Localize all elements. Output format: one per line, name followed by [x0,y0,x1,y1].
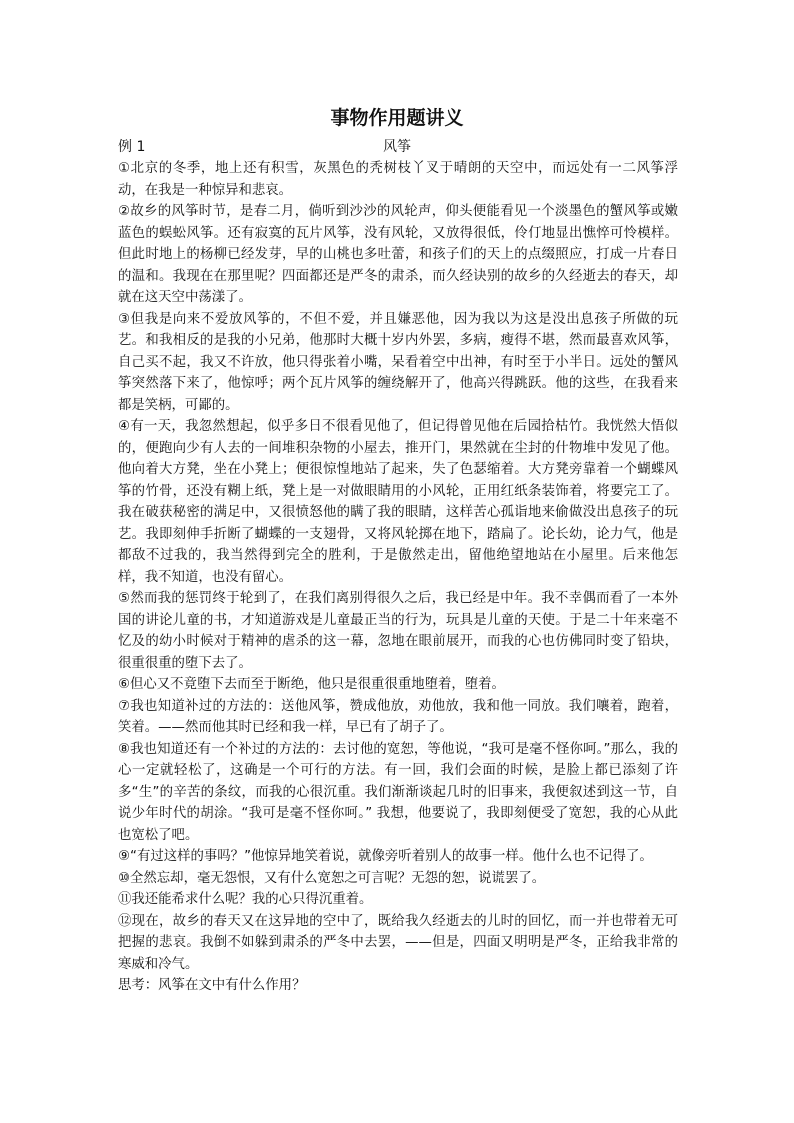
essay-title: 风筝 [383,139,411,155]
document-title: 事物作用题讲义 [330,107,464,129]
paragraph-8: ⑧我也知道还有一个补过的方法的：去讨他的宽恕，等他说，“我可是毫不怪你呵。”那么，我的心一定就轻松了，这确是一个可行的方法。有一回，我们会面的时候，是脸上都已添刻了许多“生”的辛苦的条纹，而我的心很沉重。我们渐渐谈起几时的旧事来，我便叙述到这一节，自说少年时代的胡涂。“我可是毫不怪你呵。” 我想，他要说了，我即刻便受了宽恕，我的心从此也宽松了吧。 [118,741,678,843]
paragraph-5: ⑤然而我的惩罚终于轮到了，在我们离别得很久之后，我已经是中年。我不幸偶而看了一本外国的讲论儿童的书，才知道游戏是儿童最正当的行为，玩具是儿童的天使。于是二十年来毫不忆及的幼小时候对于精神的虐杀的这一幕，忽地在眼前展开，而我的心也仿佛同时变了铅块，很重很重的堕下去了。 [118,591,678,671]
essay-body [118,158,678,997]
paragraph-7: ⑦我也知道补过的方法的：送他风筝，赞成他放，劝他放，我和他一同放。我们嚷着，跑着，笑着。——然而他其时已经和我一样，早已有了胡子了。 [118,698,678,735]
paragraph-4: ④有一天，我忽然想起，似乎多日不很看见他了，但记得曾见他在后园拾枯竹。我恍然大悟似的，便跑向少有人去的一间堆积杂物的小屋去，推开门，果然就在尘封的什物堆中发见了他。他向着大方凳，坐在小凳上；便很惊惶地站了起来，失了色瑟缩着。大方凳旁靠着一个蝴蝶风筝的竹骨，还没有糊上纸，凳上是一对做眼睛用的小风轮，正用红纸条装饰着，将要完工了。我在破获秘密的满足中，又很愤怒他的瞒了我的眼睛，这样苦心孤诣地来偷做没出息孩子的玩艺。我即刻伸手折断了蝴蝶的一支翅骨，又将风轮掷在地下，踏扁了。论长幼，论力气，他是都敌不过我的，我当然得到完全的胜利，于是傲然走出，留他绝望地站在小屋里。后来他怎样，我不知道，也没有留心。 [118,419,678,585]
paragraph-11: ⑪我还能希求什么呢？我的心只得沉重着。 [118,892,373,907]
paragraph-12: ⑫现在，故乡的春天又在这异地的空中了，既给我久经逝去的儿时的回忆，而一并也带着无可把握的悲哀。我倒不如躲到肃杀的严冬中去罢，——但是，四面又明明是严冬，正给我非常的寒威和冷气。 [118,913,678,972]
example-label: 例 1 [118,139,146,155]
paragraph-3: ③但我是向来不爱放风筝的，不但不爱，并且嫌恶他，因为我以为这是没出息孩子所做的玩艺。和我相反的是我的小兄弟，他那时大概十岁内外罢，多病，瘦得不堪，然而最喜欢风筝，自己买不起，我又不许放，他只得张着小嘴，呆看着空中出神，有时至于小半日。远处的蟹风筝突然落下来了，他惊呼；两个瓦片风筝的缠绕解开了，他高兴得跳跃。他的这些，在我看来都是笑柄，可鄙的。 [118,311,678,413]
paragraph-6: ⑥但心又不竟堕下去而至于断绝，他只是很重很重地堕着，堕着。 [118,677,505,692]
paragraph-10: ⑩全然忘却，毫无怨恨，又有什么宽恕之可言呢？无怨的恕，说谎罢了。 [118,870,546,886]
paragraph-2: ②故乡的风筝时节，是春二月，倘听到沙沙的风轮声，仰头便能看见一个淡墨色的蟹风筝或嫩蓝色的蜈蚣风筝。还有寂寞的瓦片风筝，没有风轮，又放得很低，伶仃地显出憔悴可怜模样。但此时地上的杨柳已经发芽，早的山桃也多吐蕾，和孩子们的天上的点缀照应，打成一片春日的温和。我现在在那里呢？四面都还是严冬的肃杀，而久经诀别的故乡的久经逝去的春天，却就在这天空中荡漾了。 [118,204,678,305]
paragraph-1: ①北京的冬季，地上还有积雪，灰黑色的秃树枝丫叉于晴朗的天空中，而远处有一二风筝浮动，在我是一种惊异和悲哀。 [118,161,678,198]
thinking-question: 思考：风筝在文中有什么作用？ [118,978,306,993]
paragraph-9: ⑨“有过这样的事吗？”他惊异地笑着说，就像旁听着别人的故事一样。他什么也不记得了。 [118,849,653,864]
